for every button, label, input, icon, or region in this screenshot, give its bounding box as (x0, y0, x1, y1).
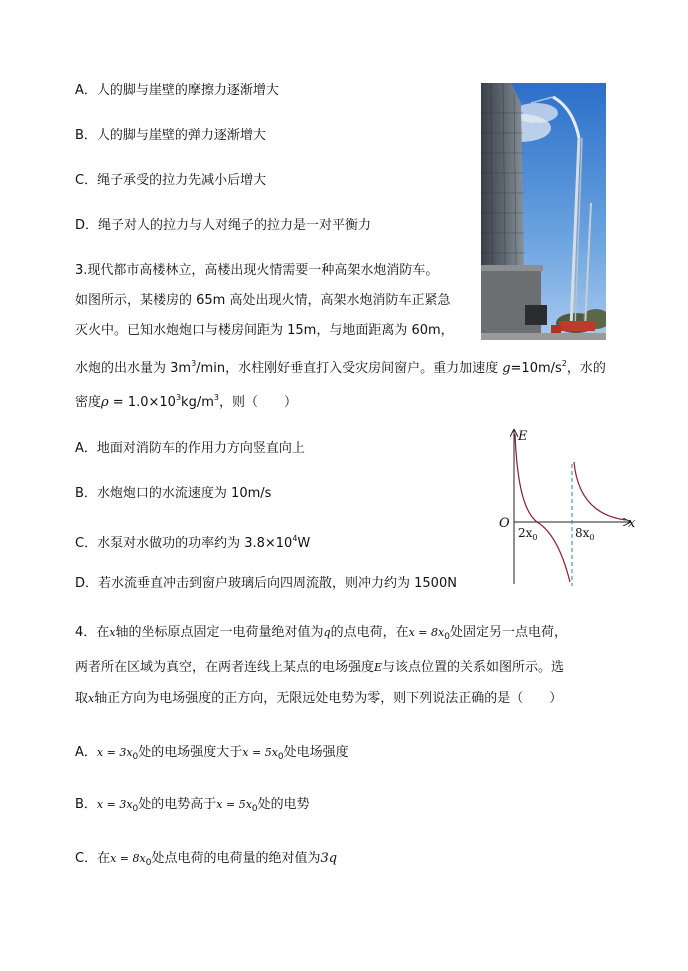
q3-line5-part-c: kg/m (181, 395, 214, 410)
q4-c-eq8: x = 8x (110, 852, 146, 865)
q4-a-end: 处电场强度 (283, 745, 349, 760)
q3-line-5 (75, 389, 297, 412)
q4-a-eq3: x = 3x (96, 746, 133, 759)
q3-line-3: 灭火中。已知水炮炮口与楼房间距为 15m，与地面距离为 60m， (75, 323, 454, 338)
origin-label: O (499, 516, 510, 531)
q4-l1-eq8: x = 8x (408, 626, 445, 639)
tick-2x0-main: 2x (518, 526, 533, 540)
q3-option-a: A．地面对消防车的作用力方向竖直向上 (75, 441, 305, 456)
q3-line-1: 3.现代都市高楼林立，高楼出现火情需要一种高架水炮消防车。 (75, 263, 439, 278)
q4-l3-x: x (88, 692, 95, 705)
q3-option-c-part-a: C．水泵对水做功的功率约为 3.8×10 (75, 536, 293, 551)
q4-l1-a: 4．在 (75, 625, 110, 640)
y-axis-label: E (518, 429, 528, 444)
q3-line4-g: g (502, 361, 511, 376)
q3-option-c (75, 530, 310, 553)
q4-line-3 (75, 690, 562, 708)
q3-line4-part-c: =10m/s (510, 361, 562, 376)
q3-line4-part-d: ，水的 (566, 361, 606, 376)
q3-option-c-exp: 4 (292, 534, 298, 543)
q4-l2-b: 与该点位置的关系如图所示。选 (382, 660, 565, 675)
q4-l1-d: 处固定另一点电荷， (449, 625, 567, 640)
q4-b-end: 处的电势 (257, 797, 310, 812)
q3-line5-part-d: ，则（ ） (218, 395, 297, 410)
tick-2x0 (518, 526, 538, 542)
q3-line4-exp2: 2 (561, 359, 567, 368)
q4-l3-a: 取 (75, 691, 89, 706)
q4-option-b (75, 796, 310, 818)
q3-option-c-part-b: W (297, 536, 311, 551)
q4-a-eq5: x = 5x (242, 746, 278, 759)
q4-c-val: 3q (320, 851, 338, 866)
q2-option-c: C．绳子承受的拉力先减小后增大 (75, 173, 267, 188)
q4-l1-eq8-sub: 0 (444, 632, 450, 642)
q4-a-mid: 处的电场强度大于 (138, 745, 243, 760)
q4-l1-q: q (323, 626, 331, 639)
q3-line5-part-b: = 1.0×10 (108, 395, 176, 410)
q4-b-eq5: x = 5x (216, 798, 252, 811)
fire-truck-photo (481, 83, 606, 340)
q4-c-prefix: C．在 (75, 851, 111, 866)
q3-line-2: 如图所示，某楼房的 65m 高处出现火情，高架水炮消防车正紧急 (75, 293, 451, 308)
q4-line-1 (75, 624, 567, 646)
q2-option-d: D．绳子对人的拉力与人对绳子的拉力是一对平衡力 (75, 218, 372, 233)
q4-line-2 (75, 659, 564, 677)
q4-l1-b: 轴的坐标原点固定一电荷量绝对值为 (115, 625, 324, 640)
q4-b-eq5-sub: 0 (251, 804, 258, 814)
q3-option-d: D．若水流垂直冲击到窗户玻璃后向四周流散，则冲力约为 1500N (75, 576, 457, 591)
q3-line5-part-a: 密度 (75, 395, 102, 410)
tick-8x0-main: 8x (575, 526, 590, 540)
q3-line5-exp: 3 (175, 393, 182, 402)
q4-option-c (75, 850, 337, 872)
q3-line5-exp2: 3 (213, 393, 219, 402)
tick-2x0-sub: 0 (532, 533, 538, 542)
q2-option-b: B．人的脚与崖壁的弹力逐渐增大 (75, 128, 266, 143)
q4-a-eq3-sub: 0 (132, 752, 139, 762)
q4-l2-a: 两者所在区域为真空，在两者连线上某点的电场强度 (75, 660, 375, 675)
q3-line4-part-a: 水炮的出水量为 3m (75, 361, 192, 376)
q4-b-eq3-sub: 0 (132, 804, 139, 814)
q3-line4-part-b: /min，水柱刚好垂直打入受灾房间窗户。重力加速度 (196, 361, 503, 376)
tick-8x0-sub: 0 (589, 533, 595, 542)
q4-l2-e: E (374, 661, 383, 674)
field-curve-right (574, 462, 626, 520)
q4-c-mid: 处点电荷的电荷量的绝对值为 (151, 851, 321, 866)
q2-option-a: A．人的脚与崖壁的摩擦力逐渐增大 (75, 83, 279, 98)
x-axis-label: x (628, 516, 636, 531)
q3-line4-exp: 3 (191, 359, 197, 368)
q4-option-a (75, 744, 349, 766)
q3-line-4 (75, 355, 606, 378)
field-strength-graph (492, 424, 640, 588)
field-curve-left (515, 434, 570, 582)
q4-l3-b: 轴正方向为电场强度的正方向，无限远处电势为零，则下列说法正确的是（ ） (94, 691, 563, 706)
q4-a-eq5-sub: 0 (277, 752, 284, 762)
q4-l1-c: 的点电荷，在 (330, 625, 409, 640)
q3-line5-rho: ρ (101, 395, 109, 410)
q4-b-prefix: B． (75, 797, 97, 812)
q4-l1-x: x (109, 626, 116, 639)
q4-a-prefix: A． (75, 745, 97, 760)
q4-b-eq3: x = 3x (96, 798, 133, 811)
q4-b-mid: 处的电势高于 (138, 797, 217, 812)
tick-8x0 (575, 526, 595, 542)
q3-option-b: B．水炮炮口的水流速度为 10m/s (75, 486, 272, 501)
q4-c-eq8-sub: 0 (145, 858, 152, 868)
